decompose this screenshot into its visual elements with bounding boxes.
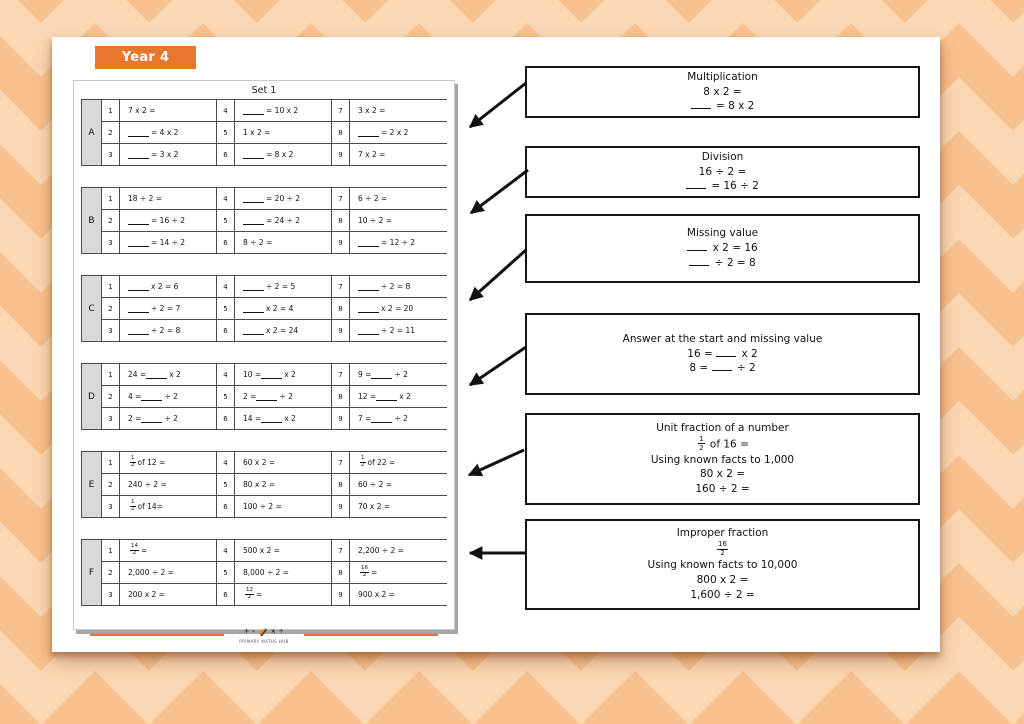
question-expression: x 2 = 24 <box>235 320 331 341</box>
description-box-1 <box>525 66 920 118</box>
worksheet-footer <box>74 626 454 644</box>
question-number: 1 <box>102 540 119 561</box>
set-e <box>81 451 447 518</box>
footer-rule-right <box>304 634 438 636</box>
box-line: Using known facts to 1,000 <box>650 453 795 466</box>
answer-blank <box>261 371 282 379</box>
description-box-4 <box>525 313 920 395</box>
question-expression: 80 x 2 = <box>235 474 331 495</box>
arrow-to-set-e <box>469 450 524 475</box>
question-number: 3 <box>102 320 119 341</box>
question-expression: 240 ÷ 2 = <box>120 474 216 495</box>
question-expression: 500 x 2 = <box>235 540 331 561</box>
arrow-to-set-a <box>470 83 526 127</box>
answer-blank <box>358 129 379 137</box>
set-letter: C <box>82 276 101 341</box>
question-number: 1 <box>102 364 119 385</box>
question-expression: ÷ 2 = 11 <box>350 320 453 341</box>
answer-blank <box>128 305 149 313</box>
set-letter: F <box>82 540 101 605</box>
logo-text: PRIMARY MATHS HUB <box>239 639 289 644</box>
question-expression: 4 = ÷ 2 <box>120 386 216 407</box>
question-number: 9 <box>332 408 349 429</box>
set-f <box>81 539 447 606</box>
question-expression: = 4 x 2 <box>120 122 216 143</box>
question-number: 3 <box>102 232 119 253</box>
question-number: 5 <box>217 122 234 143</box>
set-letter: B <box>82 188 101 253</box>
answer-blank <box>358 283 379 291</box>
question-expression: 6 ÷ 2 = <box>350 188 453 209</box>
question-number: 2 <box>102 474 119 495</box>
question-expression: 900 x 2 = <box>350 584 453 605</box>
arrow-to-set-b <box>471 170 528 213</box>
question-number: 1 <box>102 100 119 121</box>
answer-blank <box>141 393 162 401</box>
answer-blank <box>716 347 736 357</box>
answer-blank <box>371 415 392 423</box>
question-number: 6 <box>217 144 234 165</box>
box-title: Answer at the start and missing value <box>622 332 823 345</box>
question-expression: x 2 = 4 <box>235 298 331 319</box>
question-number: 6 <box>217 496 234 517</box>
check-icon: ✔ <box>257 625 268 639</box>
set-letter: D <box>82 364 101 429</box>
question-expression: $\frac{1}{2}$ of 12 = <box>120 452 216 473</box>
box-line: 160 ÷ 2 = <box>695 483 750 496</box>
year-tab: Year 4 <box>95 46 196 69</box>
question-expression: $\frac{1}{2}$ of 22 = <box>350 452 453 473</box>
question-expression: 2 = ÷ 2 <box>235 386 331 407</box>
question-number: 5 <box>217 386 234 407</box>
fraction: $\frac{16}{2}$ <box>718 540 727 558</box>
question-expression: x 2 = 6 <box>120 276 216 297</box>
question-expression: x 2 = 20 <box>350 298 453 319</box>
box-title: Unit fraction of a number <box>656 421 789 434</box>
question-number: 2 <box>102 122 119 143</box>
question-number: 4 <box>217 452 234 473</box>
question-expression: 1 x 2 = <box>235 122 331 143</box>
answer-blank <box>243 217 264 225</box>
question-expression: 70 x 2 = <box>350 496 453 517</box>
answer-blank <box>376 393 397 401</box>
question-number: 4 <box>217 540 234 561</box>
question-expression: ÷ 2 = 5 <box>235 276 331 297</box>
answer-blank <box>243 151 264 159</box>
question-expression: 2,000 ÷ 2 = <box>120 562 216 583</box>
question-expression: 7 x 2 = <box>350 144 453 165</box>
fraction: $\frac{14}{2}$ <box>131 542 138 557</box>
answer-blank <box>146 371 167 379</box>
question-number: 1 <box>102 188 119 209</box>
answer-blank <box>261 415 282 423</box>
logo-symbols <box>244 626 284 638</box>
answer-blank <box>687 241 707 251</box>
fraction: $\frac{1}{2}$ <box>699 434 704 452</box>
question-expression: ÷ 2 = 8 <box>120 320 216 341</box>
question-number: 8 <box>332 298 349 319</box>
box-line: = 16 ÷ 2 <box>686 179 759 194</box>
question-expression: 60 ÷ 2 = <box>350 474 453 495</box>
question-number: 7 <box>332 452 349 473</box>
answer-blank <box>128 327 149 335</box>
box-line <box>715 541 730 558</box>
question-expression: = 2 x 2 <box>350 122 453 143</box>
question-expression: = 14 ÷ 2 <box>120 232 216 253</box>
question-expression: 14 = x 2 <box>235 408 331 429</box>
question-expression: 10 ÷ 2 = <box>350 210 453 231</box>
question-expression: 60 x 2 = <box>235 452 331 473</box>
description-box-5 <box>525 413 920 505</box>
answer-blank <box>712 361 732 371</box>
fraction: $\frac{16}{2}$ <box>361 564 368 579</box>
box-line: ÷ 2 = 8 <box>689 256 755 271</box>
worksheet-page <box>52 37 940 652</box>
question-expression: 9 = ÷ 2 <box>350 364 453 385</box>
question-number: 9 <box>332 144 349 165</box>
question-number: 7 <box>332 100 349 121</box>
answer-blank <box>128 217 149 225</box>
box-title: Missing value <box>686 227 759 240</box>
question-expression: 10 = x 2 <box>235 364 331 385</box>
question-number: 2 <box>102 386 119 407</box>
question-expression: $\frac{12}{2}$ = <box>235 584 331 605</box>
question-expression: 200 x 2 = <box>120 584 216 605</box>
question-number: 8 <box>332 210 349 231</box>
question-number: 2 <box>102 210 119 231</box>
set-b <box>81 187 447 254</box>
question-number: 9 <box>332 232 349 253</box>
set-letter: E <box>82 452 101 517</box>
set-c <box>81 275 447 342</box>
question-number: 9 <box>332 496 349 517</box>
set-a <box>81 99 447 166</box>
question-expression: 2,200 ÷ 2 = <box>350 540 453 561</box>
answer-blank <box>128 151 149 159</box>
answer-blank <box>686 179 706 189</box>
fraction: $\frac{1}{2}$ <box>361 454 365 469</box>
question-expression: = 24 ÷ 2 <box>235 210 331 231</box>
question-expression: 18 ÷ 2 = <box>120 188 216 209</box>
box-line: 800 x 2 = <box>696 573 749 586</box>
worksheet-document <box>73 80 455 644</box>
divide-icon: ÷ <box>278 628 284 635</box>
question-number: 7 <box>332 188 349 209</box>
set-d <box>81 363 447 430</box>
answer-blank <box>689 256 709 266</box>
arrow-to-set-c <box>470 250 526 300</box>
answer-blank <box>128 283 149 291</box>
question-number: 5 <box>217 562 234 583</box>
question-number: 4 <box>217 100 234 121</box>
question-expression: 100 ÷ 2 = <box>235 496 331 517</box>
answer-blank <box>243 195 264 203</box>
box-line: = 8 x 2 <box>691 99 755 114</box>
fraction: $\frac{12}{2}$ <box>246 586 253 601</box>
fraction: $\frac{1}{2}$ <box>131 454 135 469</box>
box-title: Division <box>701 150 744 163</box>
question-number: 4 <box>217 364 234 385</box>
answer-blank <box>358 327 379 335</box>
question-number: 6 <box>217 232 234 253</box>
box-line: 8 = ÷ 2 <box>689 362 756 375</box>
answer-blank <box>243 283 264 291</box>
answer-blank <box>243 107 264 115</box>
question-expression: = 8 x 2 <box>235 144 331 165</box>
answer-blank <box>358 305 379 313</box>
question-number: 4 <box>217 188 234 209</box>
answer-blank <box>128 129 149 137</box>
multiply-icon: × <box>270 628 276 635</box>
question-number: 6 <box>217 584 234 605</box>
question-number: 9 <box>332 584 349 605</box>
question-number: 3 <box>102 496 119 517</box>
box-line: 1,600 ÷ 2 = <box>690 588 755 601</box>
question-expression: $\frac{16}{2}$ = <box>350 562 453 583</box>
answer-blank <box>256 393 277 401</box>
question-number: 9 <box>332 320 349 341</box>
question-number: 7 <box>332 364 349 385</box>
question-expression: = 12 ÷ 2 <box>350 232 453 253</box>
question-number: 5 <box>217 298 234 319</box>
question-expression: 8,000 ÷ 2 = <box>235 562 331 583</box>
box-line: Using known facts to 10,000 <box>647 559 798 572</box>
question-number: 8 <box>332 122 349 143</box>
question-expression: $\frac{1}{2}$ of 14= <box>120 496 216 517</box>
question-number: 5 <box>217 474 234 495</box>
question-expression: 7 x 2 = <box>120 100 216 121</box>
answer-blank <box>243 327 264 335</box>
question-number: 3 <box>102 408 119 429</box>
description-box-2 <box>525 146 920 198</box>
question-number: 5 <box>217 210 234 231</box>
box-line: $\frac{1}{2}$ of 16 = <box>699 434 749 452</box>
question-expression: 12 = x 2 <box>350 386 453 407</box>
question-expression: $\frac{14}{2}$ = <box>120 540 216 561</box>
question-number: 8 <box>332 474 349 495</box>
question-number: 1 <box>102 452 119 473</box>
answer-blank <box>358 239 379 247</box>
minus-icon: - <box>252 628 255 635</box>
question-number: 6 <box>217 408 234 429</box>
fraction: $\frac{1}{2}$ <box>131 498 135 513</box>
answer-blank <box>371 371 392 379</box>
question-number: 6 <box>217 320 234 341</box>
question-number: 3 <box>102 144 119 165</box>
question-number: 8 <box>332 562 349 583</box>
question-number: 7 <box>332 276 349 297</box>
question-expression: ÷ 2 = 7 <box>120 298 216 319</box>
question-number: 7 <box>332 540 349 561</box>
box-title: Multiplication <box>687 70 758 83</box>
box-title: Improper fraction <box>676 527 769 540</box>
question-expression: = 3 x 2 <box>120 144 216 165</box>
question-expression: = 20 ÷ 2 <box>235 188 331 209</box>
set-title: Set 1 <box>251 85 277 96</box>
answer-blank <box>243 305 264 313</box>
box-line: 80 x 2 = <box>699 468 746 481</box>
question-expression: 3 x 2 = <box>350 100 453 121</box>
box-line: x 2 = 16 <box>687 241 757 256</box>
question-expression: = 16 ÷ 2 <box>120 210 216 231</box>
answer-blank <box>691 99 711 109</box>
question-expression: 7 = ÷ 2 <box>350 408 453 429</box>
question-number: 4 <box>217 276 234 297</box>
arrow-to-set-d <box>470 347 526 385</box>
question-number: 1 <box>102 276 119 297</box>
answer-blank <box>128 239 149 247</box>
question-number: 3 <box>102 584 119 605</box>
question-expression: ÷ 2 = 8 <box>350 276 453 297</box>
primary-maths-hub-logo <box>239 626 288 644</box>
set-letter: A <box>82 100 101 165</box>
box-line: 16 = x 2 <box>687 347 758 360</box>
question-number: 8 <box>332 386 349 407</box>
box-line: 8 x 2 = <box>703 85 742 98</box>
question-expression: 24 = x 2 <box>120 364 216 385</box>
answer-blank <box>141 415 162 423</box>
question-sets <box>74 96 454 606</box>
description-box-3 <box>525 214 920 283</box>
question-number: 2 <box>102 298 119 319</box>
question-expression: 2 = ÷ 2 <box>120 408 216 429</box>
plus-icon: + <box>244 628 250 635</box>
question-number: 2 <box>102 562 119 583</box>
question-expression: 8 ÷ 2 = <box>235 232 331 253</box>
footer-rule-left <box>90 634 224 636</box>
question-expression: = 10 x 2 <box>235 100 331 121</box>
box-line: 16 ÷ 2 = <box>698 165 747 178</box>
description-box-6 <box>525 519 920 610</box>
